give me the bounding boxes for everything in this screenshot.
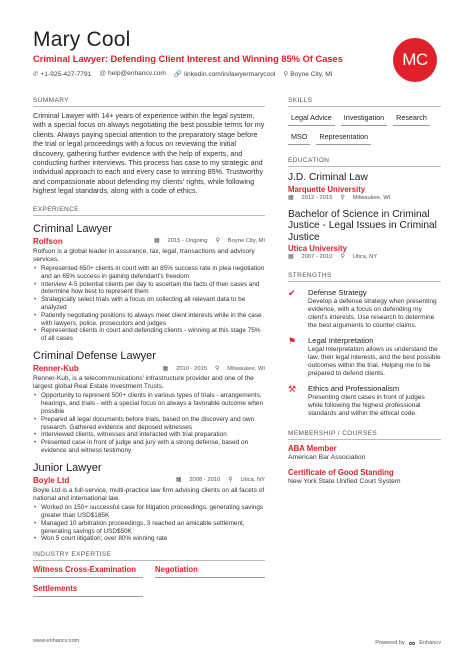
job-bullet: • Strategically select trials with a focus on collecting all relevant data to be analyzed [33, 296, 265, 312]
phone-contact[interactable] [33, 70, 91, 78]
calendar-icon: ▦ [288, 254, 294, 261]
job-dates: 2015 - Ongoing [167, 238, 208, 245]
expertise-item: Negotiation [155, 565, 265, 578]
strength-title: Ethics and Professionalism [308, 384, 400, 394]
phone-icon: ✆ [33, 71, 39, 78]
strengths-heading: STRENGTHS [288, 272, 441, 282]
education-section [288, 157, 441, 260]
check-icon: ✔ [288, 288, 296, 299]
enhancv-logo-icon: ∞ [408, 638, 416, 648]
job-bullet: • Worked on 150+ successful case for litigation proceedings, generating savings greater than USD$185K [33, 504, 265, 520]
job-bullet: • Interview 4-5 potential clients per day to ascertain the facts of their cases and determine how best to represent them [33, 281, 265, 297]
job-bullet: • Opportunity to represent 500+ clients in various types of trials - arrangements, hearings, and trials - with a special focus on always a favorable outcome when possible [33, 392, 265, 415]
flag-icon: ⚑ [288, 336, 297, 347]
job-bullet: • Presented case in front of judge and jury with a strong defense, based on evidence and witness testimony [33, 439, 265, 455]
edu-dates: 2007 - 2010 [301, 254, 333, 261]
resume-header [33, 28, 363, 78]
job-location: Utica, NY [240, 477, 265, 484]
experience-heading: EXPERIENCE [33, 206, 265, 216]
location-pin-icon: ⚲ [340, 254, 345, 261]
email-text: help@enhancv.com [108, 70, 166, 77]
email-contact[interactable] [99, 70, 166, 78]
powered-by [375, 638, 441, 648]
location-pin-icon: ⚲ [283, 71, 289, 78]
job-bullet: • Won 5 court litigation; over 80% winning rate [33, 535, 265, 543]
job-title: Criminal Lawyer [33, 222, 112, 235]
job-bullet: • Represented 650+ clients in court with an 85% success rate in plea negotiation and an 65% success in gaining defendant's freedom [33, 265, 265, 281]
linkedin-contact[interactable] [174, 70, 275, 78]
job-bullet: • Interviewed clients, witnesses and interacted with trial preparation [33, 431, 265, 439]
membership-description: American Bar Association [288, 454, 366, 462]
company-description: Renner-Kub, is a telecommunications' infrastructure provider and one of the largest global Real Estate Investment Trusts. [33, 375, 254, 391]
skills-heading: SKILLS [288, 97, 441, 107]
membership-heading: MEMBERSHIP / COURSES [288, 430, 441, 440]
summary-text: Criminal Lawyer with 14+ years of experience within the legal system, with a special focus on always negotiating the best possible terms for my clients. Always paying special attention to the preparatory stage before the trial or legal proceedings with a focus on reviewing the initial discovery, gathering further evidence with the help of experts, and conducting further interviews. This process has case to my strategic and individual approach to each and every case to winning 85%. Trustworthy and compassionate about defending my clients' rights, while following highest legal standards, along with a code of ethics. [33, 111, 265, 196]
candidate-name: Mary Cool [33, 28, 131, 51]
summary-section [33, 97, 265, 196]
phone-text: +1-925-427-7791 [40, 71, 92, 78]
strength-title: Legal Interpretation [308, 336, 374, 346]
education-entry [288, 172, 441, 201]
linkedin-text: linkedin.com/in/lawyermarycool [184, 71, 276, 78]
strength-entry [288, 288, 441, 330]
degree-title: Bachelor of Science in Criminal Justice - Legal Issues in Criminal Justice [288, 208, 437, 243]
right-column [288, 97, 441, 485]
strength-description: Develop a defense strategy when presenting evidence, with a focus on defending my client's interests. Use research to determine the best arguments to counter claims. [308, 298, 437, 330]
location-pin-icon: ⚲ [215, 238, 220, 245]
expertise-item: Settlements [33, 584, 143, 597]
industry-expertise-section [33, 551, 265, 597]
strengths-section [288, 272, 441, 418]
school-name: Marquette University [288, 184, 366, 194]
skill-tag: Legal Advice [288, 112, 335, 126]
strength-entry [288, 384, 441, 418]
skill-tag: MSO [288, 131, 310, 145]
school-name: Utica University [288, 244, 347, 254]
membership-title: Certificate of Good Standing [288, 468, 394, 478]
powered-by-label: Powered by [375, 640, 405, 646]
expertise-item: Witness Cross-Examination [33, 565, 143, 578]
hammer-icon: ⚒ [288, 384, 297, 395]
calendar-icon: ▦ [288, 194, 294, 201]
job-bullet: • Prepared all legal documents before trials, based on the discovery and own research. Gathered evidence and deposed witnesses [33, 416, 265, 432]
job-entry [33, 462, 265, 543]
job-bullet: • Managed 10 arbitration proceedings, 3 reached an amicable settlement, generating savings of USD$50K [33, 520, 265, 536]
job-location: Boyne City, MI [227, 238, 265, 245]
candidate-tagline: Criminal Lawyer: Defending Client Interest and Winning 85% Of Cases [33, 54, 343, 64]
company-description: Rolfson is a global leader in assurance, tax, legal, transactions and advisory services. [33, 247, 255, 263]
location-pin-icon: ⚲ [215, 365, 220, 372]
job-bullets [33, 265, 265, 343]
membership-description: New York State Unified Court System [288, 478, 401, 486]
edu-location: Milwaukee, WI [352, 194, 391, 201]
job-location: Milwaukee, WI [227, 365, 265, 372]
job-entry [33, 223, 265, 343]
location-pin-icon: ⚲ [228, 477, 233, 484]
strength-description: Presenting client cases in front of judges while following the highest professional standards and within the ethical code. [308, 394, 425, 418]
company-description: Boyle Ltd is a full-service, multi-practice law firm advising clients on all facets of national and international law. [33, 486, 265, 503]
experience-section [33, 206, 265, 544]
job-bullets [33, 392, 265, 454]
left-column [33, 97, 265, 597]
expertise-heading: INDUSTRY EXPERTISE [33, 551, 265, 561]
location-contact [283, 70, 332, 78]
job-title: Junior Lawyer [33, 461, 102, 474]
company-name: Rolfson [33, 236, 63, 246]
footer-site-link[interactable]: www.enhancv.com [33, 638, 80, 644]
calendar-icon: ▦ [175, 477, 182, 484]
job-bullet: • Represented clients in court and defending clients - winning at this stage 75% of all cases [33, 327, 265, 343]
strength-title: Defense Strategy [308, 288, 367, 298]
membership-section [288, 430, 441, 485]
job-dates: 2010 - 2015 [176, 365, 208, 372]
company-name: Renner-Kub [33, 364, 79, 374]
skill-tag: Investigation [341, 112, 387, 126]
job-bullet: • Patiently negotiating positions to always meet client interests while in the case with lawyers, police, prosecutors and judges [33, 312, 265, 328]
brand-name: Enhancv [419, 640, 441, 646]
job-dates: 2008 - 2010 [189, 477, 221, 484]
at-icon: @ [99, 70, 107, 77]
company-name: Boyle Ltd [33, 475, 70, 485]
job-title: Criminal Defense Lawyer [33, 350, 156, 363]
strength-entry [288, 336, 441, 378]
strength-description: Legal Interpretation allows us understand the law, their legal interests, and the best possible outcomes within the trial. Helping me to be prepared to defend clients. [308, 346, 441, 378]
calendar-icon: ▦ [162, 365, 169, 372]
skills-section [288, 97, 441, 145]
edu-location: Utica, NY [352, 254, 378, 261]
calendar-icon: ▦ [154, 238, 160, 245]
avatar-initials: MC [393, 38, 437, 82]
education-heading: EDUCATION [288, 157, 441, 167]
skill-tag: Representation [316, 131, 371, 145]
contact-row [33, 70, 363, 78]
membership-title: ABA Member [288, 444, 337, 454]
job-bullets [33, 504, 265, 543]
education-entry [288, 209, 441, 261]
degree-title: J.D. Criminal Law [288, 172, 368, 183]
link-icon: 🔗 [173, 71, 183, 78]
page-footer [33, 638, 441, 648]
skill-tag: Research [393, 112, 430, 126]
location-text: Boyne City, MI [290, 71, 333, 78]
job-entry [33, 350, 265, 455]
location-pin-icon: ⚲ [340, 194, 345, 201]
summary-heading: SUMMARY [33, 97, 265, 107]
edu-dates: 2012 - 2015 [301, 194, 333, 201]
